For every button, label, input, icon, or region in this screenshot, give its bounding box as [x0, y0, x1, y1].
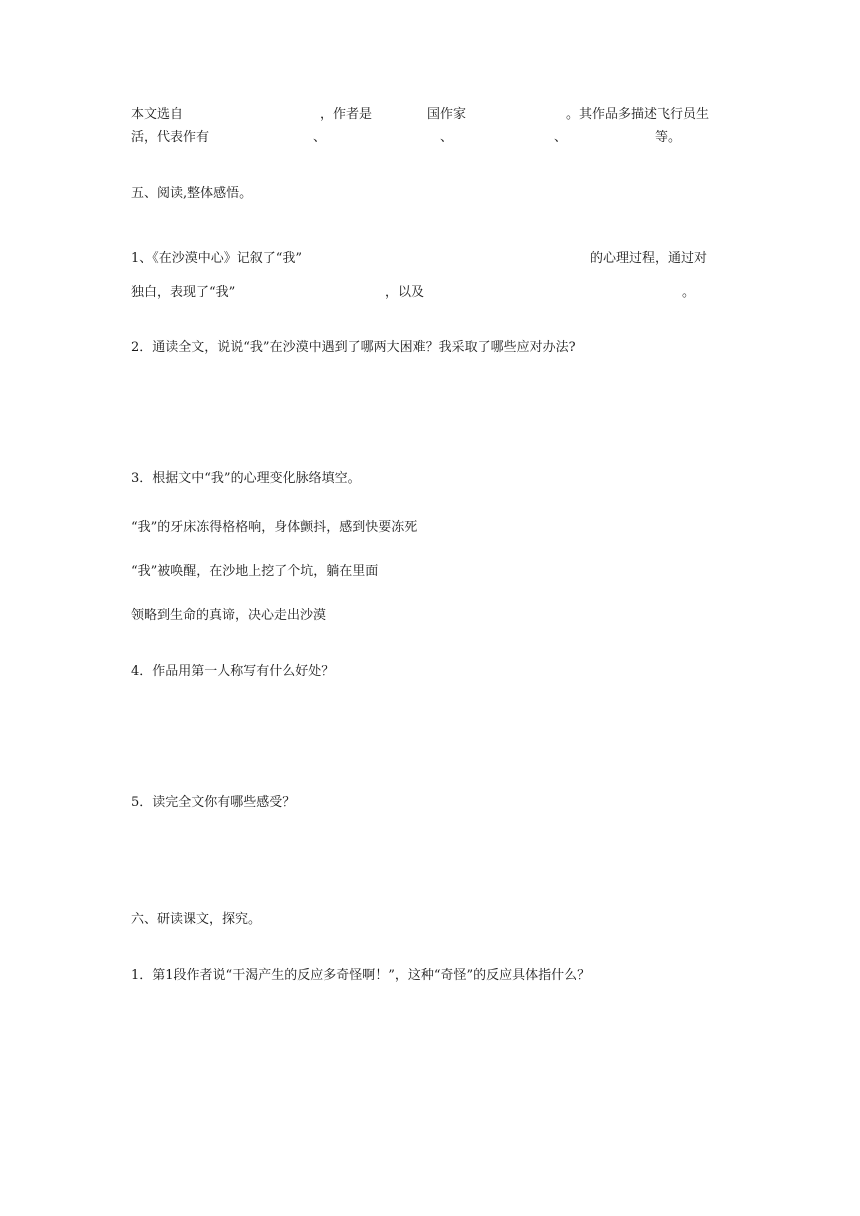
- intro-text-source: 本文选自: [131, 107, 184, 122]
- section-6-q1: 1．第1段作者说“干渴产生的反应多奇怪啊！”，这种“奇怪”的反应具体指什么？: [131, 968, 591, 983]
- section-5-q3-item-2: “我”被唤醒，在沙地上挖了个坑，躺在里面: [131, 564, 379, 579]
- intro-text-description: 。其作品多描述飞行员生: [566, 107, 710, 122]
- section-5-q1-line-1: [0, 250, 860, 268]
- intro-separator-1: 、: [313, 130, 327, 145]
- section-5-q4: 4．作品用第一人称写有什么好处？: [131, 664, 335, 679]
- section-5-q1-part-d: ，以及: [385, 285, 425, 300]
- section-5-q1-part-c: 独白，表现了“我”: [131, 285, 236, 300]
- section-5-q3-item-3: 领略到生命的真谛，决心走出沙漠: [131, 608, 327, 623]
- section-5-q1-part-b: 的心理过程，通过对: [590, 251, 708, 266]
- section-5-q1-part-e: 。: [682, 285, 696, 300]
- section-5-q1-line-2: [0, 284, 860, 302]
- section-6-heading: 六、研读课文，探究。: [131, 912, 262, 927]
- section-5-heading: 五、阅读,整体感悟。: [131, 186, 253, 201]
- intro-separator-3: 、: [554, 130, 568, 145]
- section-5-q3: 3．根据文中“我”的心理变化脉络填空。: [131, 471, 361, 486]
- section-5-q5: 5．读完全文你有哪些感受？: [131, 795, 296, 810]
- intro-text-nationality: 国作家: [427, 107, 467, 122]
- intro-line-2: [0, 129, 860, 147]
- intro-text-etc: 等。: [655, 130, 682, 145]
- intro-text-author: ，作者是: [320, 107, 373, 122]
- section-5-q3-item-1: “我”的牙床冻得格格响，身体颤抖，感到快要冻死: [131, 520, 418, 535]
- section-5-q2: 2．通读全文，说说“我”在沙漠中遇到了哪两大困难？我采取了哪些应对办法?: [131, 340, 576, 355]
- section-5-q1-part-a: 1、《在沙漠中心》记叙了“我”: [131, 251, 303, 266]
- intro-line-1: [0, 106, 860, 124]
- intro-text-works: 活，代表作有: [131, 130, 210, 145]
- intro-separator-2: 、: [440, 130, 454, 145]
